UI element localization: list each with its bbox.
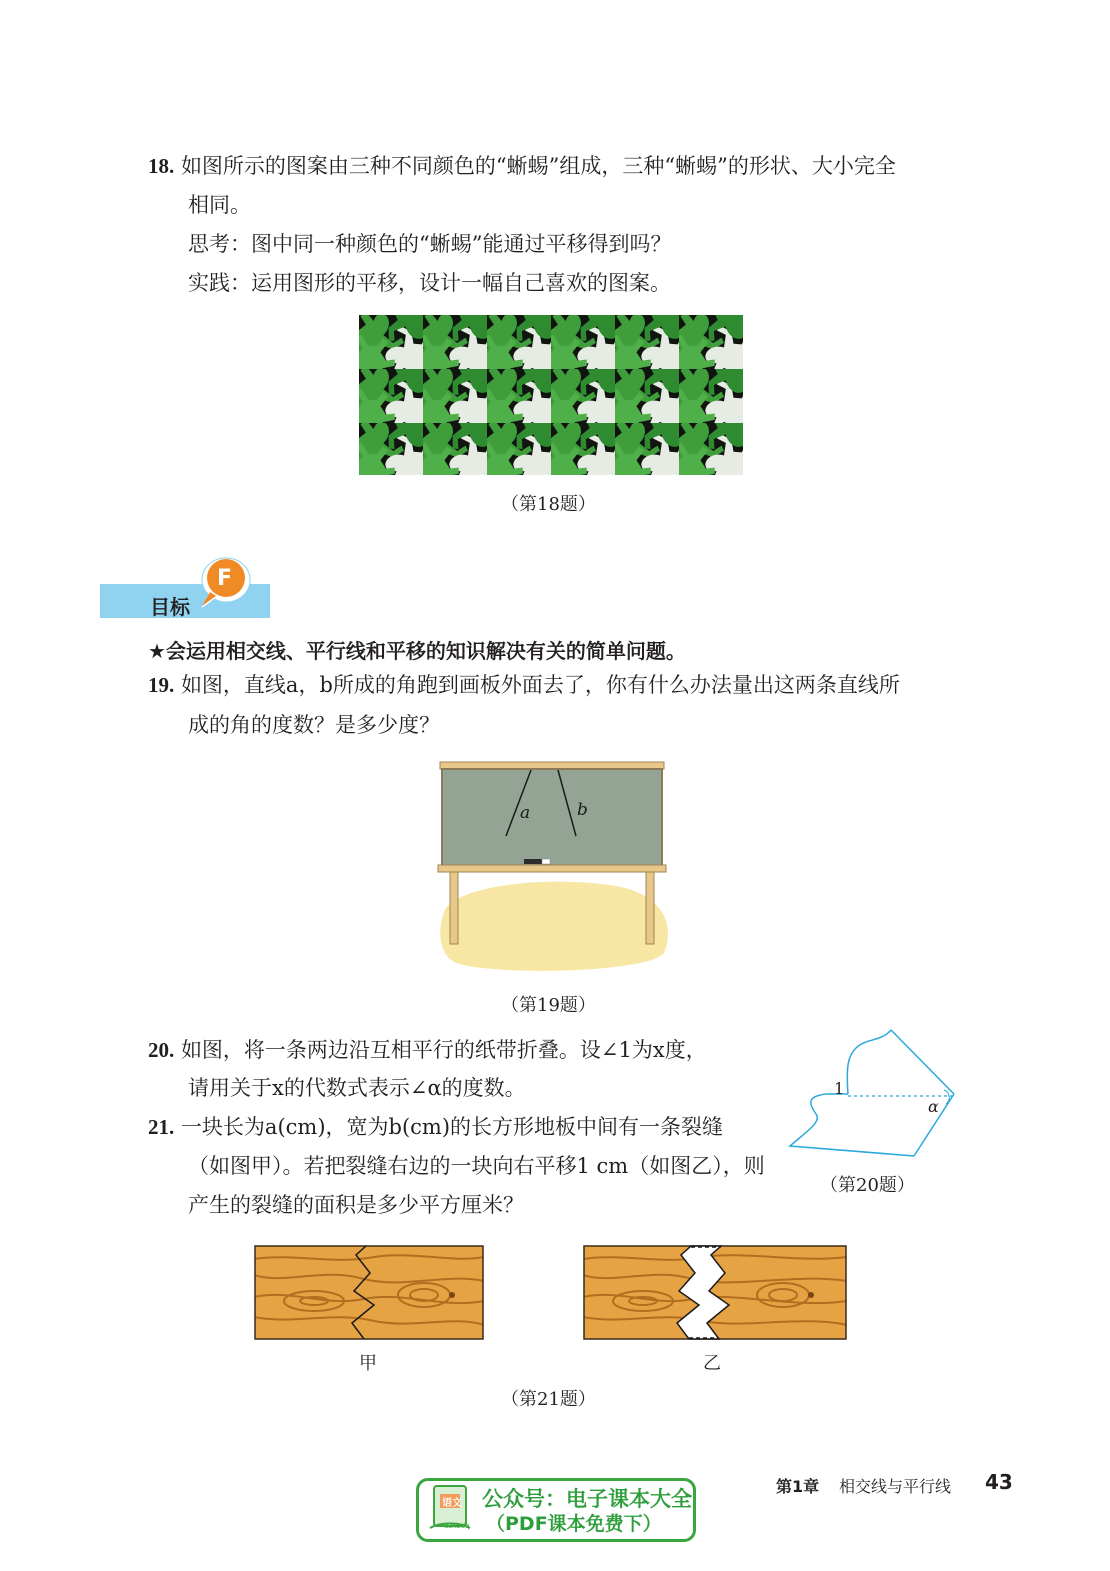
watermark-icon-text: 语文 (442, 1498, 462, 1509)
q21-wood-board-right (583, 1245, 847, 1340)
page-number: 43 (985, 1470, 1013, 1494)
q18-number: 18. (148, 154, 175, 178)
q19-caption: （第19题） (501, 995, 596, 1016)
q21-label-left: 甲 (359, 1353, 377, 1374)
goal-badge-letter: F (217, 566, 233, 591)
q20-line1: 20. 如图，将一条两边沿互相平行的纸带折叠。设∠1为x度， (148, 1038, 707, 1062)
q19-number: 19. (148, 673, 175, 697)
q20-number: 20. (148, 1038, 175, 1062)
q21-caption: （第21题） (501, 1389, 596, 1410)
q19-label-a: a (520, 803, 531, 823)
q18-caption: （第18题） (501, 494, 596, 515)
q18-think: 思考：图中同一种颜色的“蜥蜴”能通过平移得到吗？ (188, 232, 672, 256)
watermark-line1: 公众号：电子课本大全 (482, 1487, 692, 1511)
q18-line1: 18. 如图所示的图案由三种不同颜色的“蜥蜴”组成，三种“蜥蜴”的形状、大小完全 (148, 154, 896, 178)
q21-line1: 21. 一块长为a(cm)，宽为b(cm)的长方形地板中间有一条裂缝 (148, 1115, 724, 1139)
q19-label-b: b (577, 800, 588, 820)
goal-statement: ★会运用相交线、平行线和平移的知识解决有关的简单问题。 (148, 639, 686, 663)
q19-line2: 成的角的度数？是多少度？ (188, 713, 440, 737)
q19-board-diagram (436, 758, 668, 974)
watermark-line2: （PDF课本免费下） (486, 1513, 662, 1535)
goal-label: 目标 (150, 595, 190, 619)
q21-label-right: 乙 (703, 1353, 721, 1374)
q21-line3: 产生的裂缝的面积是多少平方厘米？ (188, 1193, 524, 1217)
q20-folded-strip-diagram (786, 1024, 966, 1164)
q20-line2: 请用关于x的代数式表示∠α的度数。 (188, 1076, 526, 1100)
q20-caption: （第20题） (820, 1175, 915, 1196)
q20-label-alpha: α (928, 1097, 939, 1116)
footer-chapter: 第1章 (776, 1477, 820, 1496)
q20-label-1: 1 (834, 1079, 845, 1098)
footer-chapter-title: 相交线与平行线 (839, 1477, 952, 1496)
q21-wood-board-left (254, 1245, 484, 1340)
watermark-small-text: dzkbdq (444, 1522, 470, 1530)
lizard-tessellation-image (359, 315, 743, 475)
q21-number: 21. (148, 1115, 175, 1139)
q19-line1: 19. 如图，直线a，b所成的角跑到画板外面去了，你有什么办法量出这两条直线所 (148, 673, 900, 697)
q18-line2: 相同。 (188, 193, 251, 217)
q18-practice: 实践：运用图形的平移，设计一幅自己喜欢的图案。 (188, 271, 671, 295)
q21-line2: （如图甲）。若把裂缝右边的一块向右平移1 cm（如图乙），则 (188, 1154, 765, 1178)
